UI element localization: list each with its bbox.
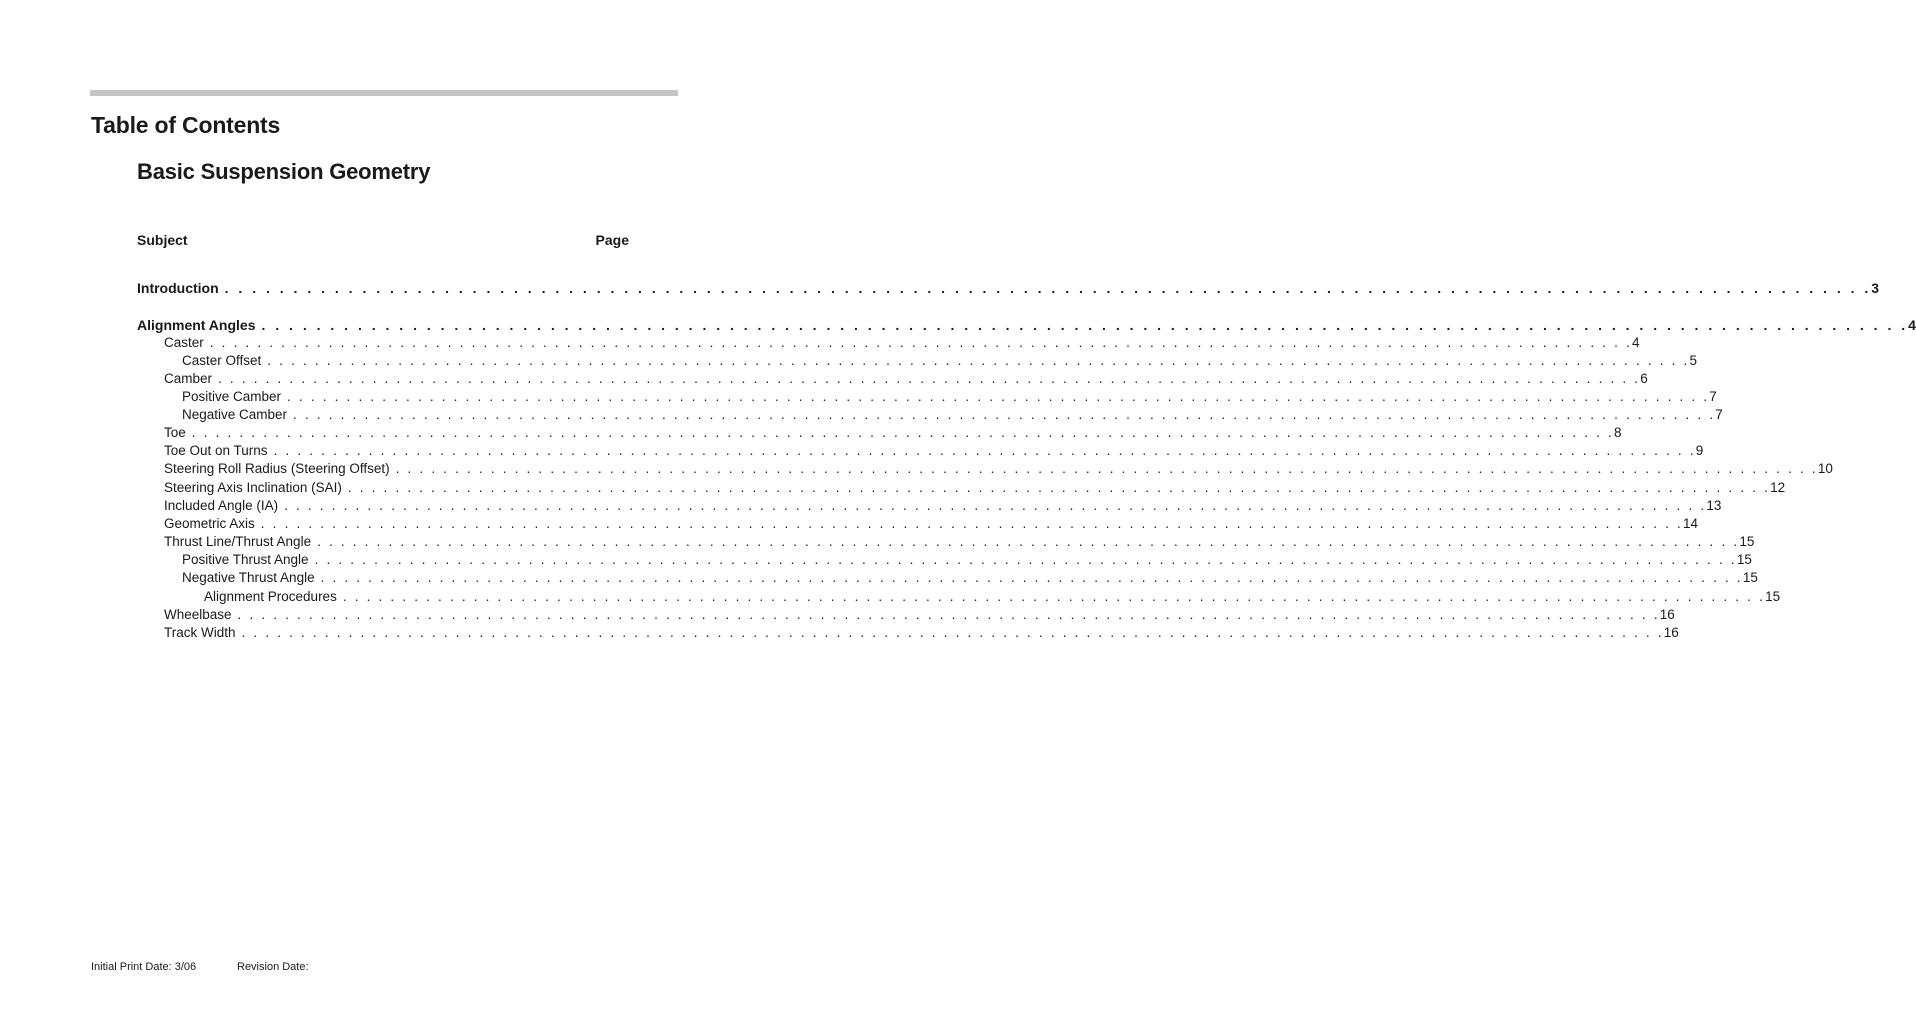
dot-leader: . . . . . . . . . . . . . . . . . . . . . . . . . . . . . . . . . . . . . . . . . . . . . . . . . . . . . . . . . . . . . . . . . . . . . . . . . . . . . . . . . . . . . . . . . . . . . . . . . . . . . . . . . . . . . . . . . . . . . . . . — [191, 425, 1615, 440]
toc-entry-page: 6 — [1640, 371, 1648, 386]
dot-leader: . . . . . . . . . . . . . . . . . . . . . . . . . . . . . . . . . . . . . . . . . . . . . . . . . . . . . . . . . . . . . . . . . . . . . . . . . . . . . . . . . . . . . . . . . . . . . . . . . . . . . . . . . . . . . . . . . . . . . . . . — [317, 534, 1740, 549]
toc-entry-label: Toe Out on Turns — [164, 443, 268, 458]
dot-leader: . . . . . . . . . . . . . . . . . . . . . . . . . . . . . . . . . . . . . . . . . . . . . . . . . . . . . . . . . . . . . . . . . . . . . . . . . . . . . . . . . . . . . . . . . . . . . . . . . . . . . . . . . . . . . . . . . . . . . . . . — [237, 607, 1660, 622]
toc-entry-label: Steering Axis Inclination (SAI) — [164, 480, 342, 495]
toc-entry-page: 4 — [1632, 335, 1640, 350]
dot-leader: . . . . . . . . . . . . . . . . . . . . . . . . . . . . . . . . . . . . . . . . . . . . . . . . . . . . . . . . . . . . . . . . . . . . . . . . . . . . . . . . . . . . . . . . . . . . . . . . . . . . . . . . . . . . . . . . . . . . . . . . — [241, 625, 1664, 640]
toc-entry-label: Alignment Procedures — [204, 589, 337, 604]
page-column-header: Page — [595, 232, 629, 248]
toc-entry-label: Track Width — [164, 625, 236, 640]
toc-entry[interactable] — [182, 570, 1758, 588]
dot-leader: . . . . . . . . . . . . . . . . . . . . . . . . . . . . . . . . . . . . . . . . . . . . . . . . . . . . . . . . . . . . . . . . . . . . . . . . . . . . . . . . . . . . . . . . . . . . . . . . . . . . . . . . . . . . . . . . . . . . . . . . — [284, 498, 1707, 513]
toc-entry-page: 13 — [1706, 498, 1722, 513]
toc-entry[interactable] — [182, 552, 1752, 570]
toc-entry-page: 15 — [1736, 552, 1752, 567]
toc-entry[interactable] — [164, 443, 1704, 461]
toc-entry[interactable] — [164, 335, 1640, 353]
document-title: Table of Contents — [91, 112, 281, 138]
toc-entry-label: Positive Thrust Angle — [182, 552, 309, 567]
toc-entry[interactable] — [182, 407, 1723, 425]
initial-print-date: Initial Print Date: 3/06 — [91, 961, 197, 973]
subject-column-header: Subject — [137, 232, 188, 248]
toc-entry-page: 16 — [1659, 607, 1675, 622]
toc-entry-label: Steering Roll Radius (Steering Offset) — [164, 461, 390, 476]
toc-entry[interactable] — [164, 425, 1622, 443]
toc-entry[interactable] — [164, 625, 1679, 643]
toc-entry[interactable] — [164, 534, 1755, 552]
dot-leader: . . . . . . . . . . . . . . . . . . . . . . . . . . . . . . . . . . . . . . . . . . . . . . . . . . . . . . . . . . . . . . . . . . . . . . . . . . . . . . . . . . . . . . . . . . . . . . . . . . . . . . . . . . . . . . . . . . . . . . . . — [260, 516, 1684, 531]
toc-entry-page: 12 — [1770, 480, 1786, 495]
dot-leader: . . . . . . . . . . . . . . . . . . . . . . . . . . . . . . . . . . . . . . . . . . . . . . . . . . . . . . . . . . . . . . . . . . . . . . . . . . . . . . . . . . . . . . . . . . . . . . . . . . . . . . . . . . . . . . . . . . . . . . . . — [287, 389, 1710, 404]
toc-entry-label: Positive Camber — [182, 389, 282, 404]
toc-entry-page: 15 — [1742, 570, 1758, 585]
toc-entry-page: 15 — [1765, 589, 1781, 604]
section-title: Basic Suspension Geometry — [137, 159, 431, 184]
toc-entry-page: 3 — [1871, 280, 1880, 296]
toc-entry[interactable] — [164, 371, 1648, 389]
toc-entry[interactable] — [164, 498, 1722, 516]
toc-entry-page: 4 — [1908, 317, 1916, 333]
toc-entry-page: 7 — [1715, 407, 1723, 422]
dot-leader: . . . . . . . . . . . . . . . . . . . . . . . . . . . . . . . . . . . . . . . . . . . . . . . . . . . . . . . . . . . . . . . . . . . . . . . . . . . . . . . . . . . . . . . . . . . . . . . . . . . . . . . . . . . . . . . . . . . . . . . . — [261, 317, 1909, 333]
toc-entry-page: 9 — [1695, 443, 1704, 458]
toc-entry-page: 10 — [1817, 461, 1833, 476]
toc-entry-label: Thrust Line/Thrust Angle — [164, 534, 312, 549]
toc-entry[interactable] — [204, 589, 1781, 607]
dot-leader: . . . . . . . . . . . . . . . . . . . . . . . . . . . . . . . . . . . . . . . . . . . . . . . . . . . . . . . . . . . . . . . . . . . . . . . . . . . . . . . . . . . . . . . . . . . . . . . . . . . . . . . . . . . . . . . . . . . . . . . . — [209, 335, 1632, 350]
dot-leader: . . . . . . . . . . . . . . . . . . . . . . . . . . . . . . . . . . . . . . . . . . . . . . . . . . . . . . . . . . . . . . . . . . . . . . . . . . . . . . . . . . . . . . . . . . . . . . . . . . . . . . . . . . . . . . . . . . . . . . . . — [273, 443, 1696, 458]
toc-entry[interactable] — [164, 461, 1833, 479]
toc-entry[interactable] — [137, 317, 1916, 335]
toc-entry-page: 5 — [1689, 353, 1698, 368]
dot-leader: . . . . . . . . . . . . . . . . . . . . . . . . . . . . . . . . . . . . . . . . . . . . . . . . . . . . . . . . . . . . . . . . . . . . . . . . . . . . . . . . . . . . . . . . . . . . . . . . . . . . . . . . . . . . . . . . . . . . . . . . — [293, 407, 1716, 422]
toc-entry[interactable] — [137, 280, 1880, 298]
dot-leader: . . . . . . . . . . . . . . . . . . . . . . . . . . . . . . . . . . . . . . . . . . . . . . . . . . . . . . . . . . . . . . . . . . . . . . . . . . . . . . . . . . . . . . . . . . . . . . . . . . . . . . . . . . . . . . . . . . . . . . . . — [395, 461, 1818, 476]
toc-entry-page: 8 — [1614, 425, 1622, 440]
toc-entry[interactable] — [164, 516, 1699, 534]
toc-entry-label: Geometric Axis — [164, 516, 255, 531]
toc-entry-label: Caster Offset — [182, 353, 262, 368]
dot-leader: . . . . . . . . . . . . . . . . . . . . . . . . . . . . . . . . . . . . . . . . . . . . . . . . . . . . . . . . . . . . . . . . . . . . . . . . . . . . . . . . . . . . . . . . . . . . . . . . . . . . . . . . . . . . . . . . . . . . . . . . — [267, 353, 1690, 368]
dot-leader: . . . . . . . . . . . . . . . . . . . . . . . . . . . . . . . . . . . . . . . . . . . . . . . . . . . . . . . . . . . . . . . . . . . . . . . . . . . . . . . . . . . . . . . . . . . . . . . . . . . . . . . . . . . . . . . . . . . . . . . . — [218, 371, 1641, 386]
dot-leader: . . . . . . . . . . . . . . . . . . . . . . . . . . . . . . . . . . . . . . . . . . . . . . . . . . . . . . . . . . . . . . . . . . . . . . . . . . . . . . . . . . . . . . . . . . . . . . . . . . . . . . . . . . . . . . . . . . . . . . . . — [314, 552, 1737, 567]
toc-entry-label: Wheelbase — [164, 607, 232, 622]
toc-entry-label: Negative Thrust Angle — [182, 570, 315, 585]
toc-entry-label: Caster — [164, 335, 204, 350]
toc-entry-label: Negative Camber — [182, 407, 288, 422]
toc-entry[interactable] — [164, 607, 1675, 625]
toc-entry-page: 14 — [1683, 516, 1699, 531]
toc-entry[interactable] — [182, 353, 1698, 371]
dot-leader: . . . . . . . . . . . . . . . . . . . . . . . . . . . . . . . . . . . . . . . . . . . . . . . . . . . . . . . . . . . . . . . . . . . . . . . . . . . . . . . . . . . . . . . . . . . . . . . . . . . . . . . . . . . . . . . . . . . . . . . . — [347, 480, 1771, 495]
dot-leader: . . . . . . . . . . . . . . . . . . . . . . . . . . . . . . . . . . . . . . . . . . . . . . . . . . . . . . . . . . . . . . . . . . . . . . . . . . . . . . . . . . . . . . . . . . . . . . . . . . . . . . . . . . . . . . . . . . . . . . . . — [224, 280, 1872, 296]
toc-entry-label: Included Angle (IA) — [164, 498, 279, 513]
toc-entry-label: Introduction — [137, 280, 219, 296]
dot-leader: . . . . . . . . . . . . . . . . . . . . . . . . . . . . . . . . . . . . . . . . . . . . . . . . . . . . . . . . . . . . . . . . . . . . . . . . . . . . . . . . . . . . . . . . . . . . . . . . . . . . . . . . . . . . . . . . . . . . . . . . — [320, 570, 1743, 585]
dot-leader: . . . . . . . . . . . . . . . . . . . . . . . . . . . . . . . . . . . . . . . . . . . . . . . . . . . . . . . . . . . . . . . . . . . . . . . . . . . . . . . . . . . . . . . . . . . . . . . . . . . . . . . . . . . . . . . . . . . . . . . . — [342, 589, 1766, 604]
toc-entry[interactable] — [164, 480, 1786, 498]
header-rule — [90, 90, 678, 96]
toc-entry-label: Toe — [164, 425, 186, 440]
toc-entry-label: Camber — [164, 371, 213, 386]
revision-date: Revision Date: — [237, 961, 309, 973]
toc-entry[interactable] — [182, 389, 1717, 407]
toc-entry-page: 15 — [1739, 534, 1755, 549]
toc-entry-page: 7 — [1709, 389, 1717, 404]
toc-entry-page: 16 — [1663, 625, 1679, 640]
toc-entry-label: Alignment Angles — [137, 317, 256, 333]
